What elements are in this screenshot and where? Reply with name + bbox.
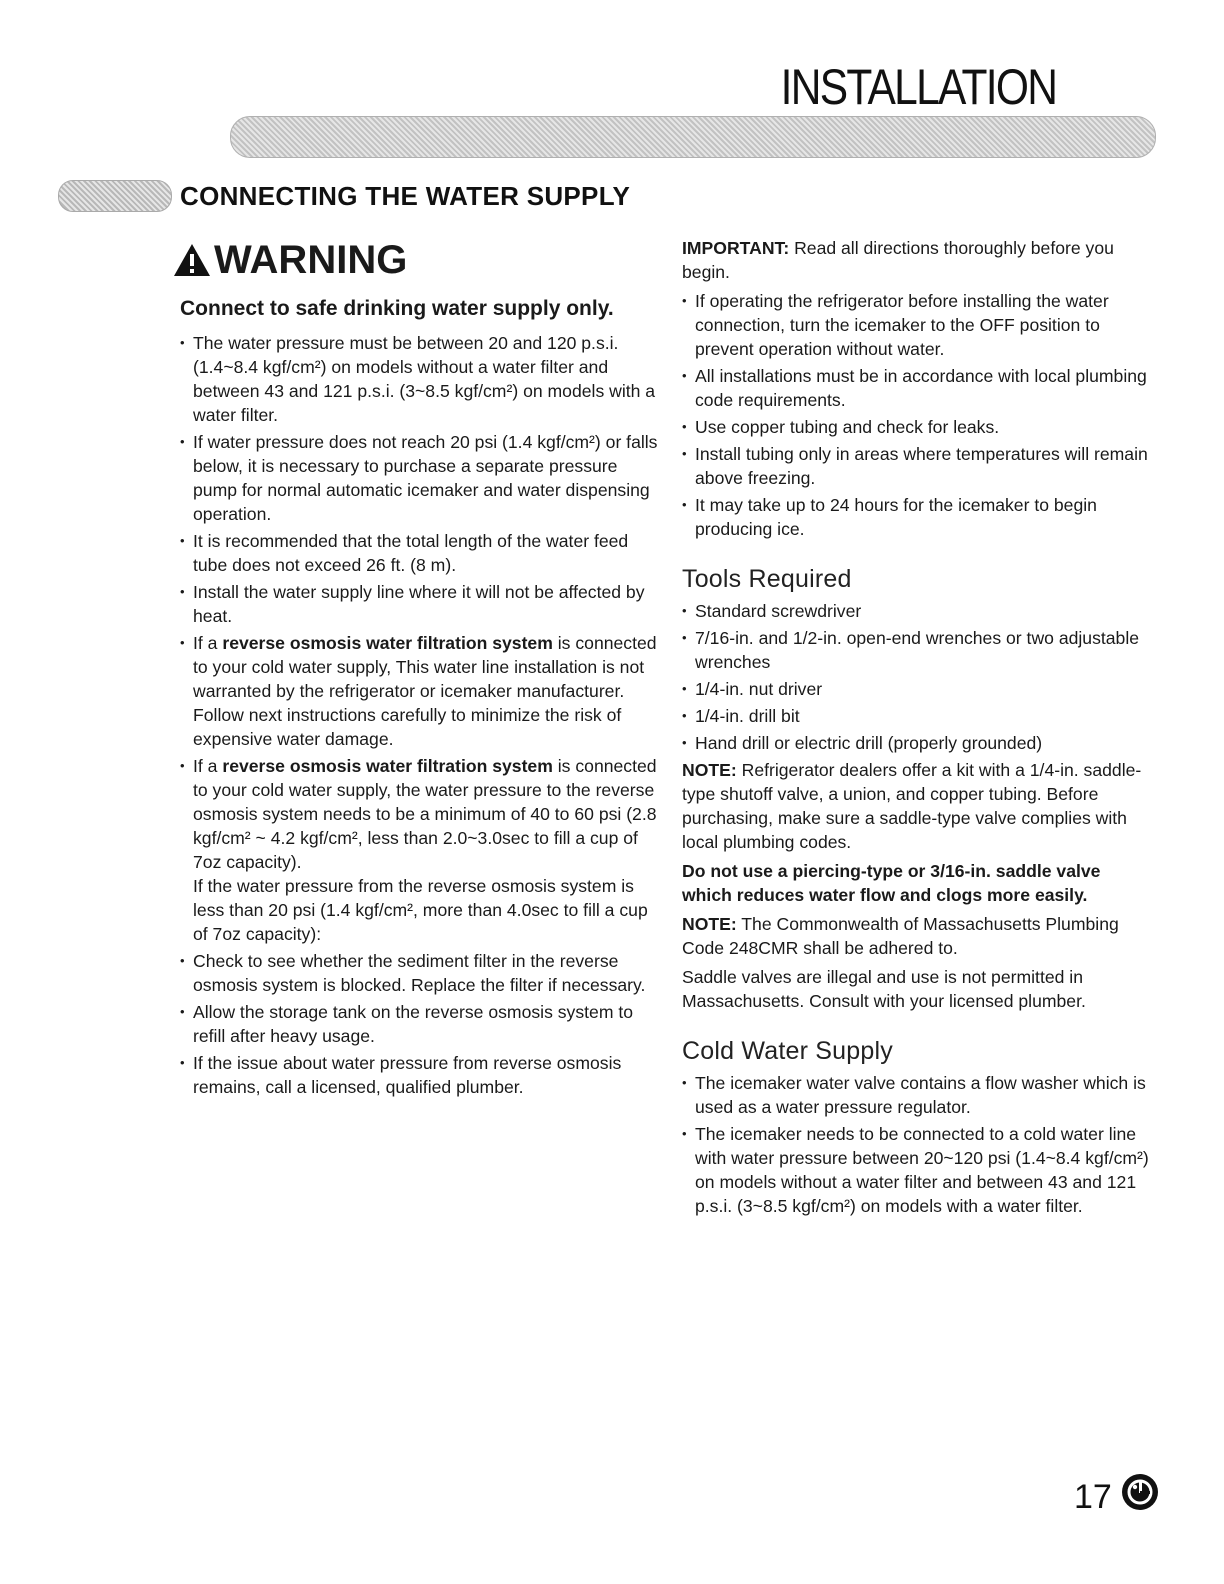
lg-logo-icon — [1120, 1472, 1160, 1512]
list-item: • The icemaker needs to be connected to a cold water line with water pressure between 20~120 psi (1.4~8.4 kgf/cm²) on models without a water filter and between 43 and 121 p.s.i. (3~8.5 kgf/cm²) on models with a water filter. — [682, 1122, 1152, 1218]
warning-heading — [172, 236, 658, 284]
list-item: • Install tubing only in areas where temperatures will remain above freezing. — [682, 442, 1152, 490]
list-item — [180, 754, 658, 946]
list-item: • Allow the storage tank on the reverse osmosis system to refill after heavy usage. — [180, 1000, 658, 1048]
note-paragraph — [682, 758, 1152, 854]
right-column — [682, 236, 1152, 1221]
section-title: CONNECTING THE WATER SUPPLY — [180, 181, 631, 211]
list-item: • Use copper tubing and check for leaks. — [682, 415, 1152, 439]
text-run: If the water pressure from the reverse osmosis system is less than 20 psi (1.4 kgf/cm², more than 4.0sec to fill a cup of 7oz capacity): — [193, 876, 648, 944]
cold-water-supply-heading: Cold Water Supply — [682, 1037, 893, 1065]
list-item: • The icemaker water valve contains a flow washer which is used as a water pressure regulator. — [682, 1071, 1152, 1119]
list-item: • Standard screwdriver — [682, 599, 1152, 623]
text-run: If a — [193, 633, 223, 653]
cold-water-bullet-list — [682, 1071, 1152, 1218]
header-decorative-bar — [230, 116, 1156, 158]
list-item — [180, 631, 658, 751]
tools-list — [682, 599, 1152, 755]
warning-subtitle: Connect to safe drinking water supply only. — [180, 297, 614, 320]
saddle-valve-warning: Do not use a piercing-type or 3/16-in. saddle valve which reduces water flow and clogs more easily. — [682, 861, 1101, 905]
list-item: • It may take up to 24 hours for the icemaker to begin producing ice. — [682, 493, 1152, 541]
text-run: If a — [193, 756, 223, 776]
bold-text: reverse osmosis water filtration system — [222, 633, 553, 653]
left-column — [180, 236, 658, 1102]
section-marker-pill — [58, 180, 172, 212]
note-label: NOTE: — [682, 760, 737, 780]
list-item: • If the issue about water pressure from reverse osmosis remains, call a licensed, qualified plumber. — [180, 1051, 658, 1099]
list-item: • 7/16-in. and 1/2-in. open-end wrenches or two adjustable wrenches — [682, 626, 1152, 674]
bold-text: reverse osmosis water filtration system — [222, 756, 553, 776]
tools-required-heading: Tools Required — [682, 565, 852, 593]
important-paragraph — [682, 236, 1152, 284]
list-item: • 1/4-in. drill bit — [682, 704, 1152, 728]
list-item: • It is recommended that the total length of the water feed tube does not exceed 26 ft. (8 m). — [180, 529, 658, 577]
important-label: IMPORTANT: — [682, 238, 790, 258]
list-item: • 1/4-in. nut driver — [682, 677, 1152, 701]
note-text: The Commonwealth of Massachusetts Plumbing Code 248CMR shall be adhered to. — [682, 914, 1119, 958]
list-item: • All installations must be in accordance with local plumbing code requirements. — [682, 364, 1152, 412]
text-run: is connected to your cold water supply, This water line installation is not warranted by the refrigerator or icemaker manufacturer. Follow next instructions carefully to minimize the risk of expensive water damage. — [193, 633, 657, 749]
note-paragraph — [682, 912, 1152, 960]
list-item: • The water pressure must be between 20 and 120 p.s.i. (1.4~8.4 kgf/cm²) on models without a water filter and between 43 and 121 p.s.i. (3~8.5 kgf/cm²) on models with a water filter. — [180, 331, 658, 427]
text-run: is connected to your cold water supply, the water pressure to the reverse osmosis system needs to be a minimum of 40 to 60 psi (2.8 kgf/cm² ~ 4.2 kgf/cm², less than 2.0~3.0sec to fill a cup of 7oz capacity). — [193, 756, 657, 872]
note-label: NOTE: — [682, 914, 737, 934]
list-item: • Check to see whether the sediment filter in the reverse osmosis system is blocked. Replace the filter if necessary. — [180, 949, 658, 997]
page-number: 17 — [1074, 1478, 1112, 1516]
massachusetts-paragraph: Saddle valves are illegal and use is not permitted in Massachusetts. Consult with your licensed plumber. — [682, 967, 1086, 1011]
important-text: Read all directions thoroughly before you begin. — [682, 238, 1114, 282]
list-item: • Hand drill or electric drill (properly grounded) — [682, 731, 1152, 755]
page-header-title: INSTALLATION — [780, 59, 1056, 115]
list-item: • If water pressure does not reach 20 psi (1.4 kgf/cm²) or falls below, it is necessary to purchase a separate pressure pump for normal automatic icemaker and water dispensing operation. — [180, 430, 658, 526]
important-bullet-list — [682, 289, 1152, 541]
list-item: • If operating the refrigerator before installing the water connection, turn the icemaker to the OFF position to prevent operation without water. — [682, 289, 1152, 361]
note-text: Refrigerator dealers offer a kit with a 1/4-in. saddle-type shutoff valve, a union, and copper tubing. Before purchasing, make sure a saddle-type valve complies with local plumbing codes. — [682, 760, 1142, 852]
warning-triangle-icon — [172, 242, 212, 278]
warning-bullet-list — [180, 331, 658, 1099]
list-item: • Install the water supply line where it will not be affected by heat. — [180, 580, 658, 628]
warning-label: WARNING — [214, 238, 408, 282]
